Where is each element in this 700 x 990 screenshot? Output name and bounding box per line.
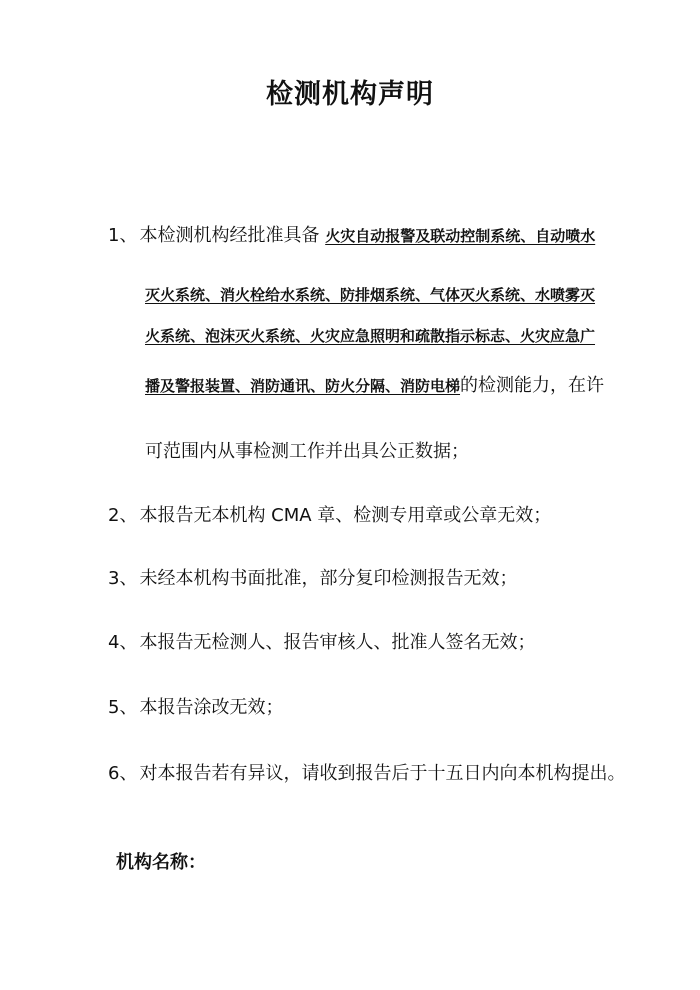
item-text: 对本报告若有异议，请收到报告后于十五日内向本机构提出。 bbox=[139, 763, 626, 784]
item-text: 可范围内从事检测工作并出具公正数据； bbox=[145, 441, 469, 462]
statement-item-2 bbox=[108, 504, 551, 528]
underlined-scope: 火灾自动报警及联动控制系统、自动喷水 bbox=[325, 227, 596, 245]
underlined-scope: 灭火系统、消火栓给水系统、防排烟系统、气体灭火系统、水喷雾灭 bbox=[145, 286, 596, 304]
underlined-scope: 火系统、泡沫灭火系统、火灾应急照明和疏散指示标志、火灾应急广 bbox=[145, 327, 596, 345]
item-number: 3、 bbox=[108, 568, 138, 589]
statement-item-6 bbox=[108, 762, 625, 786]
item-number: 5、 bbox=[108, 697, 138, 718]
page-title: 检测机构声明 bbox=[266, 79, 434, 110]
statement-item-1-line-3 bbox=[145, 324, 595, 348]
statement-item-4 bbox=[108, 631, 535, 655]
item-number: 1、 bbox=[108, 225, 138, 246]
statement-item-1-line-2 bbox=[145, 283, 595, 307]
item-text: 本检测机构经批准具备 bbox=[139, 225, 320, 246]
item-text: 的检测能力，在许 bbox=[460, 375, 605, 396]
statement-item-1-line-1 bbox=[108, 224, 595, 248]
underlined-scope: 播及警报装置、消防通讯、防火分隔、消防电梯 bbox=[145, 377, 461, 395]
statement-item-5 bbox=[108, 696, 283, 720]
item-text: 本报告无本机构 CMA 章、检测专用章或公章无效； bbox=[139, 505, 552, 526]
item-number: 6、 bbox=[108, 763, 138, 784]
item-number: 4、 bbox=[108, 632, 138, 653]
item-text: 本报告无检测人、报告审核人、批准人签名无效； bbox=[139, 632, 536, 653]
item-text: 本报告涂改无效； bbox=[139, 697, 284, 718]
item-text: 未经本机构书面批准，部分复印检测报告无效； bbox=[139, 568, 518, 589]
statement-item-1-line-4 bbox=[145, 374, 604, 398]
organization-name-label: 机构名称： bbox=[116, 852, 206, 873]
statement-item-3 bbox=[108, 567, 517, 591]
statement-item-1-line-5 bbox=[145, 440, 469, 464]
item-number: 2、 bbox=[108, 505, 138, 526]
